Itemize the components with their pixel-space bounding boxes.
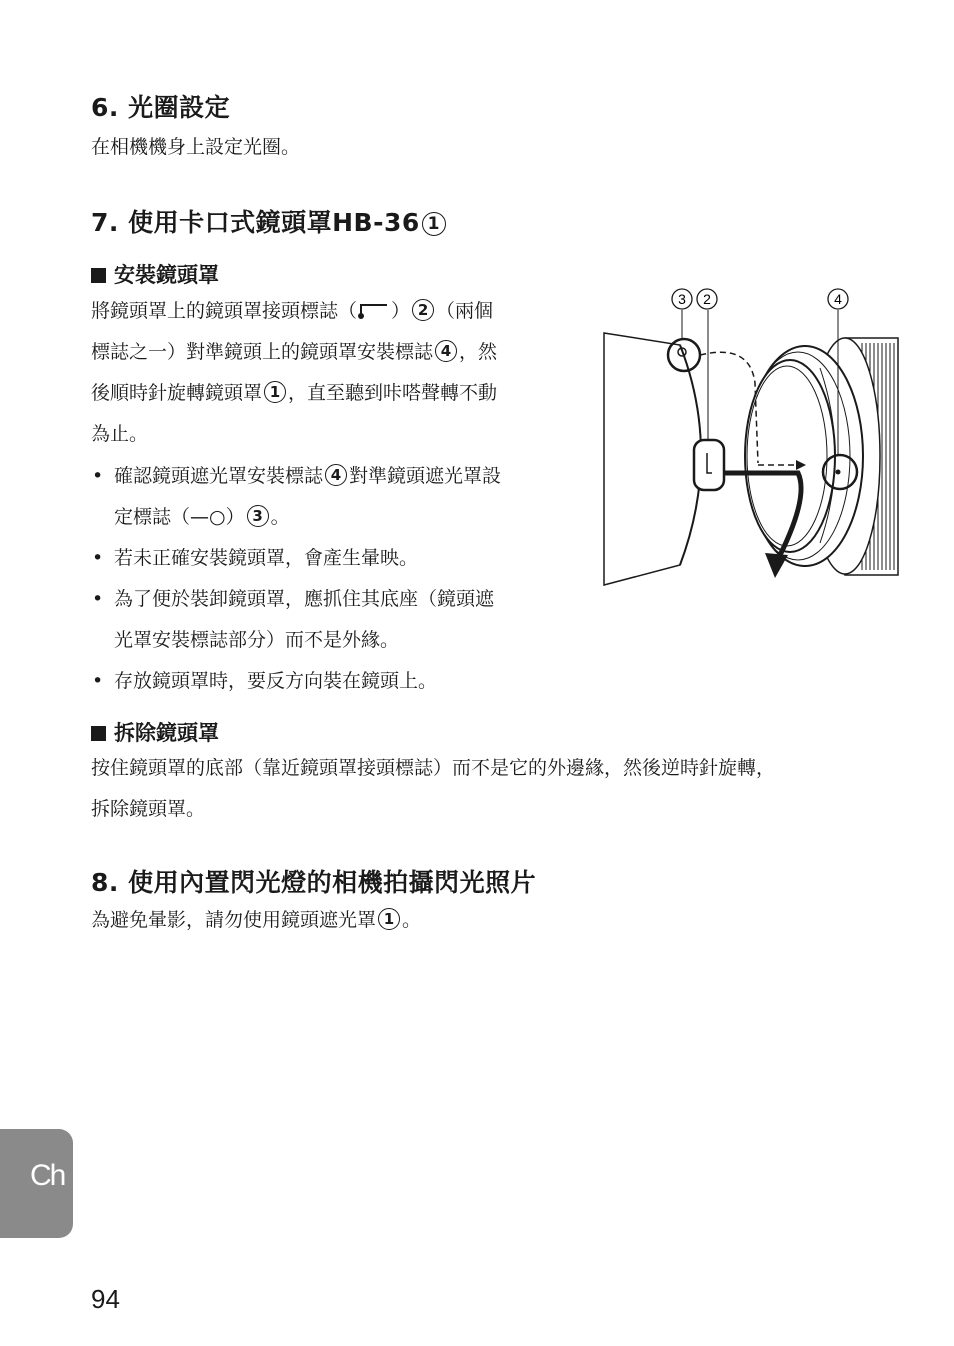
install-paragraph <box>91 291 591 455</box>
bullet-4: 存放鏡頭罩時，要反方向裝在鏡頭上。 <box>114 670 438 692</box>
figure-label-2 <box>697 289 717 309</box>
hood-bayonet-mark-icon <box>357 300 391 320</box>
section-8-body-b: 。 <box>402 909 422 931</box>
install-line-2 <box>91 332 591 373</box>
bullet-1b: 對準鏡頭遮光罩設 <box>349 465 502 487</box>
bullet-dot: • <box>92 588 104 610</box>
callout-2: 2 <box>412 299 434 321</box>
callout-1: 1 <box>378 908 400 930</box>
install-line-3b: ，直至聽到咔嗒聲轉不動 <box>288 382 498 404</box>
callout-1: 1 <box>422 212 446 236</box>
bullet-item-4 <box>92 661 594 702</box>
install-heading <box>91 259 219 289</box>
bullet-1a: 確認鏡頭遮光罩安裝標誌 <box>114 465 324 487</box>
page-number: 94 <box>91 1284 120 1314</box>
remove-heading <box>91 717 219 747</box>
bullet-2: 若未正確安裝鏡頭罩，會產生暈映。 <box>114 547 419 569</box>
chapter-tab-label: Ch <box>30 1159 65 1192</box>
callout-4: 4 <box>325 464 347 486</box>
figure-label-4 <box>828 289 848 309</box>
bullet-dot: • <box>92 547 104 569</box>
callout-3: 3 <box>247 505 269 527</box>
section-8-body-a: 為避免暈影，請勿使用鏡頭遮光罩 <box>91 909 377 931</box>
svg-text:2: 2 <box>703 291 711 307</box>
install-line-3 <box>91 373 591 414</box>
install-line-2b: ，然 <box>459 341 498 363</box>
section-7-title-text: 7. 使用卡口式鏡頭罩HB-36 <box>91 208 420 237</box>
remove-heading-text: 拆除鏡頭罩 <box>114 721 219 745</box>
bullet-dot: • <box>92 670 104 692</box>
callout-4: 4 <box>435 340 457 362</box>
bullet-3a: 為了便於裝卸鏡頭罩，應抓住其底座（鏡頭遮 <box>114 588 495 610</box>
bullet-1e: 。 <box>270 506 290 528</box>
section-6-body: 在相機機身上設定光圈。 <box>91 136 301 158</box>
bullet-item-1 <box>92 456 594 538</box>
square-bullet-icon <box>91 268 106 283</box>
svg-text:4: 4 <box>834 291 842 307</box>
bullet-1d: ） <box>225 506 245 528</box>
hood-setting-mark: —○ <box>190 506 226 528</box>
hood-bayonet-mark-callout <box>694 440 724 490</box>
install-heading-text: 安裝鏡頭罩 <box>114 263 219 287</box>
bullet-dot: • <box>92 465 104 487</box>
install-line-1a: 將鏡頭罩上的鏡頭罩接頭標誌（ <box>91 300 358 322</box>
lens-hood-illustration <box>600 283 900 588</box>
square-bullet-icon <box>91 726 106 741</box>
install-line-1b: ） <box>391 300 411 322</box>
figure-label-3 <box>672 289 692 309</box>
remove-line-2: 拆除鏡頭罩。 <box>91 798 206 820</box>
install-line-2a: 標誌之一）對準鏡頭上的鏡頭罩安裝標誌 <box>91 341 434 363</box>
remove-paragraph <box>91 748 921 830</box>
section-8-body <box>91 900 421 941</box>
callout-1: 1 <box>264 381 286 403</box>
install-line-1 <box>91 291 591 332</box>
install-line-4: 為止。 <box>91 423 149 445</box>
bullet-list <box>92 456 594 702</box>
install-line-3a: 後順時針旋轉鏡頭罩 <box>91 382 263 404</box>
install-line-1c: （兩個 <box>436 300 494 322</box>
bullet-3b: 光罩安裝標誌部分）而不是外緣。 <box>114 629 400 651</box>
bullet-item-2 <box>92 538 594 579</box>
section-6-title: 6. 光圈設定 <box>91 93 231 122</box>
bullet-1c: 定標誌（ <box>114 506 191 528</box>
remove-line-1: 按住鏡頭罩的底部（靠近鏡頭罩接頭標誌）而不是它的外邊緣，然後逆時針旋轉， <box>91 757 776 779</box>
section-8-title: 8. 使用內置閃光燈的相機拍攝閃光照片 <box>91 868 537 897</box>
rotate-arrow-head-icon <box>765 553 788 578</box>
section-7-title <box>91 203 448 239</box>
svg-text:3: 3 <box>678 291 686 307</box>
bullet-item-3 <box>92 579 594 661</box>
chapter-tab <box>0 1129 73 1238</box>
